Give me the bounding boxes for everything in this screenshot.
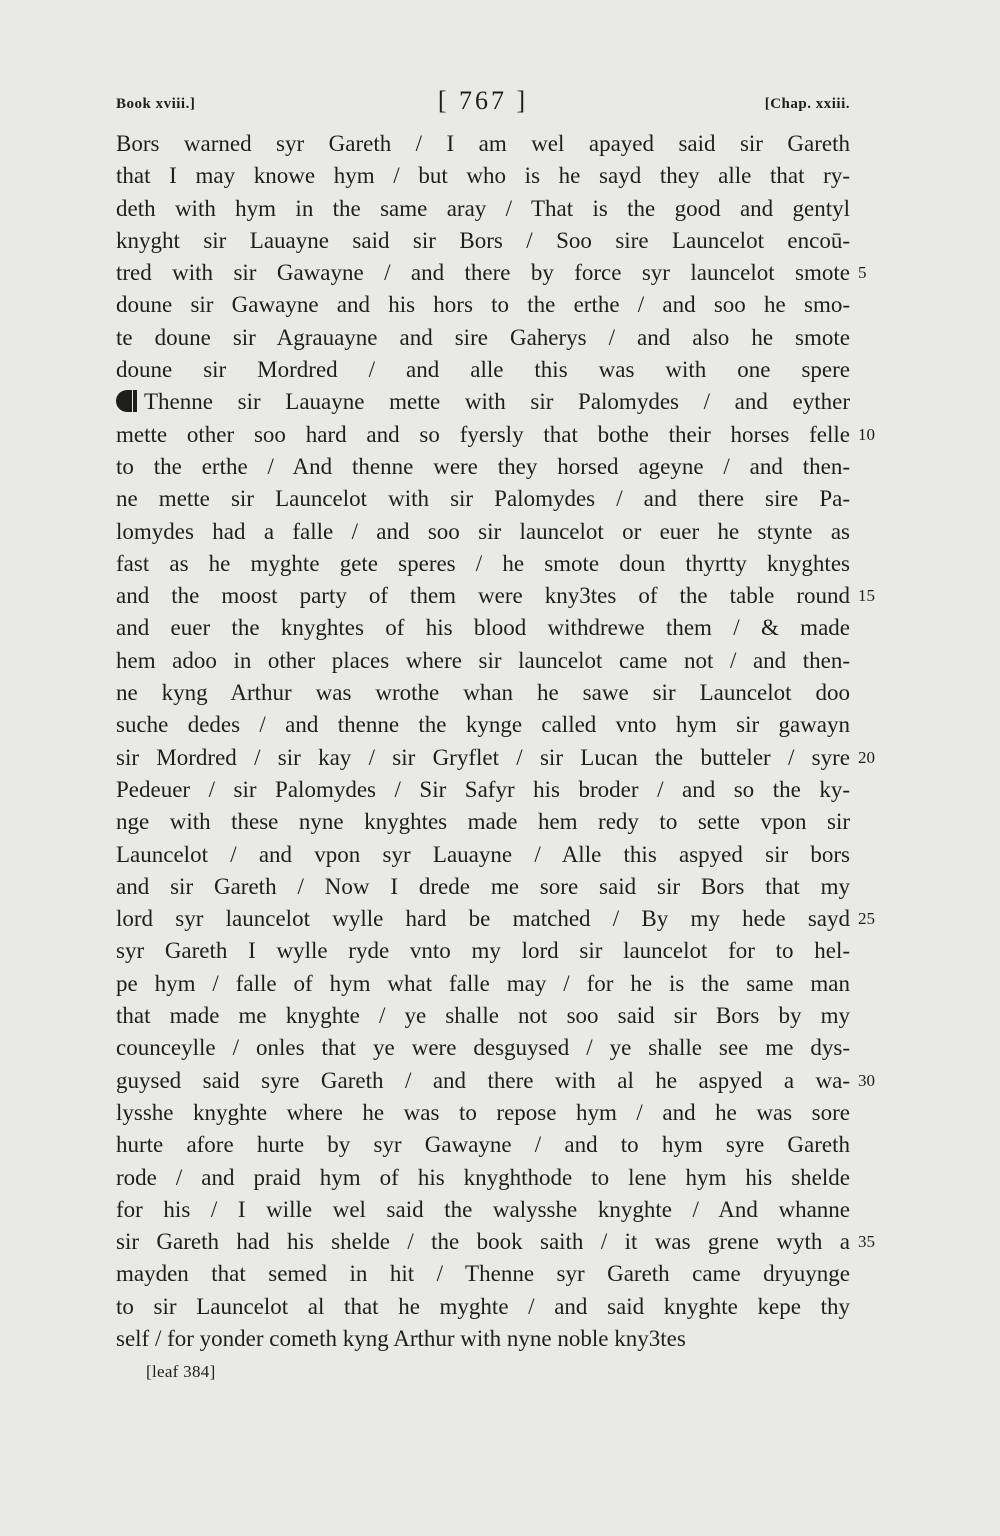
text-line [116,1226,875,1258]
line-text: hem adoo in other places where sir launcelot came not / and then- [116,647,850,673]
text-line [116,903,875,935]
line-number: 10 [858,424,875,444]
text-line [116,322,850,354]
line-text: for his / I wille wel said the walysshe knyghte / And whanne [116,1196,850,1222]
leaf-note: [leaf 384] [146,1362,216,1381]
text-line [116,516,850,548]
line-text: to the erthe / And thenne were they horsed ageyne / and then- [116,453,850,479]
line-text: sir Mordred / sir kay / sir Gryflet / sir Lucan the butteler / syre [116,744,850,770]
line-text: syr Gareth I wylle ryde vnto my lord sir launcelot for to hel- [116,938,850,964]
book-number: Book xviii.] [116,96,196,112]
text-line [116,1129,850,1161]
line-text: rode / and praid hym of his knyghthode to lene hym his shelde [116,1164,850,1190]
text-line [116,709,850,741]
line-text: knyght sir Lauayne said sir Bors / Soo sire Launcelot encoū- [116,227,850,253]
line-text: Bors warned syr Gareth / I am wel apayed said sir Gareth [116,131,850,156]
text-line [116,451,850,483]
text-line [116,806,850,838]
text-line [116,774,850,806]
line-text: to sir Launcelot al that he myghte / and said knyghte kepe thy [116,1293,850,1319]
text-line [116,1065,875,1097]
text-line [116,1097,850,1129]
line-text: and euer the knyghtes of his blood withdrewe them / & made [116,615,850,641]
line-text: that made me knyghte / ye shalle not soo said sir Bors by my [116,1003,850,1029]
line-text: Launcelot / and vpon syr Lauayne / Alle this aspyed sir bors [116,841,850,867]
line-text: deth with hym in the same aray / That is the good and gentyl [116,195,850,221]
line-number: 5 [858,263,867,283]
text-line [116,354,850,386]
line-text: self / for yonder cometh kyng Arthur with nyne noble kny3tes [116,1325,686,1351]
line-text: pe hym / falle of hym what falle may / for he is the same man [116,970,850,996]
line-text: lysshe knyghte where he was to repose hym / and he was sore [116,1099,850,1125]
text-line [116,483,850,515]
line-text: and sir Gareth / Now I drede me sore said sir Bors that my [116,873,850,899]
text-line [116,289,850,321]
line-text: doune sir Gawayne and his hors to the erthe / and soo he smo- [116,292,850,318]
line-text: hurte afore hurte by syr Gawayne / and to hym syre Gareth [116,1132,850,1158]
text-line [116,871,850,903]
text-line [116,645,850,677]
text-line [116,677,850,709]
line-text: te doune sir Agrauayne and sire Gaherys / and also he smote [116,324,850,350]
line-number: 20 [858,747,875,767]
text-line [116,1291,850,1323]
line-number: 35 [858,1232,875,1252]
text-line [116,257,867,289]
text-line [116,419,875,451]
line-text: lord syr launcelot wylle hard be matched / By my hede sayd [116,906,850,932]
chapter-number: [Chap. xxiii. [764,96,850,112]
line-text: ne mette sir Launcelot with sir Palomydes / and there sire Pa- [116,486,850,512]
line-text: tred with sir Gawayne / and there by force syr launcelot smote [116,260,850,286]
line-text: doune sir Mordred / and alle this was with one spere [116,357,850,383]
line-text: lomydes had a falle / and soo sir launcelot or euer he stynte as [116,518,850,544]
line-number: 15 [858,586,875,606]
text-line [116,193,850,225]
text-line [116,1000,850,1032]
text-line [116,612,850,644]
line-text-with-mark [116,386,850,418]
line-text: ne kyng Arthur was wrothe whan he sawe sir Launcelot doo [116,680,850,706]
text-line [116,1032,850,1064]
line-text: fast as he myghte gete speres / he smote doun thyrtty knyghtes [116,550,850,576]
body-text [116,128,875,1355]
text-line [116,742,875,774]
line-text: suche dedes / and thenne the kynge called vnto hym sir gawayn [116,712,850,738]
text-line [116,548,850,580]
line-text: nge with these nyne knyghtes made hem redy to sette vpon sir [116,809,850,835]
running-header [116,86,850,120]
text-line [116,580,875,612]
line-text: sir Gareth had his shelde / the book saith / it was grene wyth a [116,1229,850,1255]
paragraph-mark-icon [116,390,138,412]
line-number: 30 [858,1070,875,1090]
text-line [116,968,850,1000]
text-line [116,1258,850,1290]
line-text: that I may knowe hym / but who is he sayd they alle that ry- [116,163,850,189]
page-number: [ 767 ] [437,86,529,115]
text-line [116,225,850,257]
line-text: mayden that semed in hit / Thenne syr Gareth came dryuynge [116,1261,850,1287]
line-text: counceylle / onles that ye were desguysed / ye shalle see me dys- [116,1035,850,1061]
line-text: mette other soo hard and so fyersly that bothe their horses felle [116,421,850,447]
line-text: Thenne sir Lauayne mette with sir Palomydes / and eyther [144,389,850,415]
text-line [116,1194,850,1226]
line-text: Pedeuer / sir Palomydes / Sir Safyr his broder / and so the ky- [116,776,850,802]
text-line [116,839,850,871]
text-line [116,935,850,967]
text-line [116,160,850,192]
line-text: and the moost party of them were kny3tes of the table round [116,583,850,609]
line-number: 25 [858,909,875,929]
line-text: guysed said syre Gareth / and there with al he aspyed a wa- [116,1067,850,1093]
text-line [116,128,850,160]
text-line [116,386,850,418]
text-line [116,1323,850,1355]
text-line [116,1162,850,1194]
